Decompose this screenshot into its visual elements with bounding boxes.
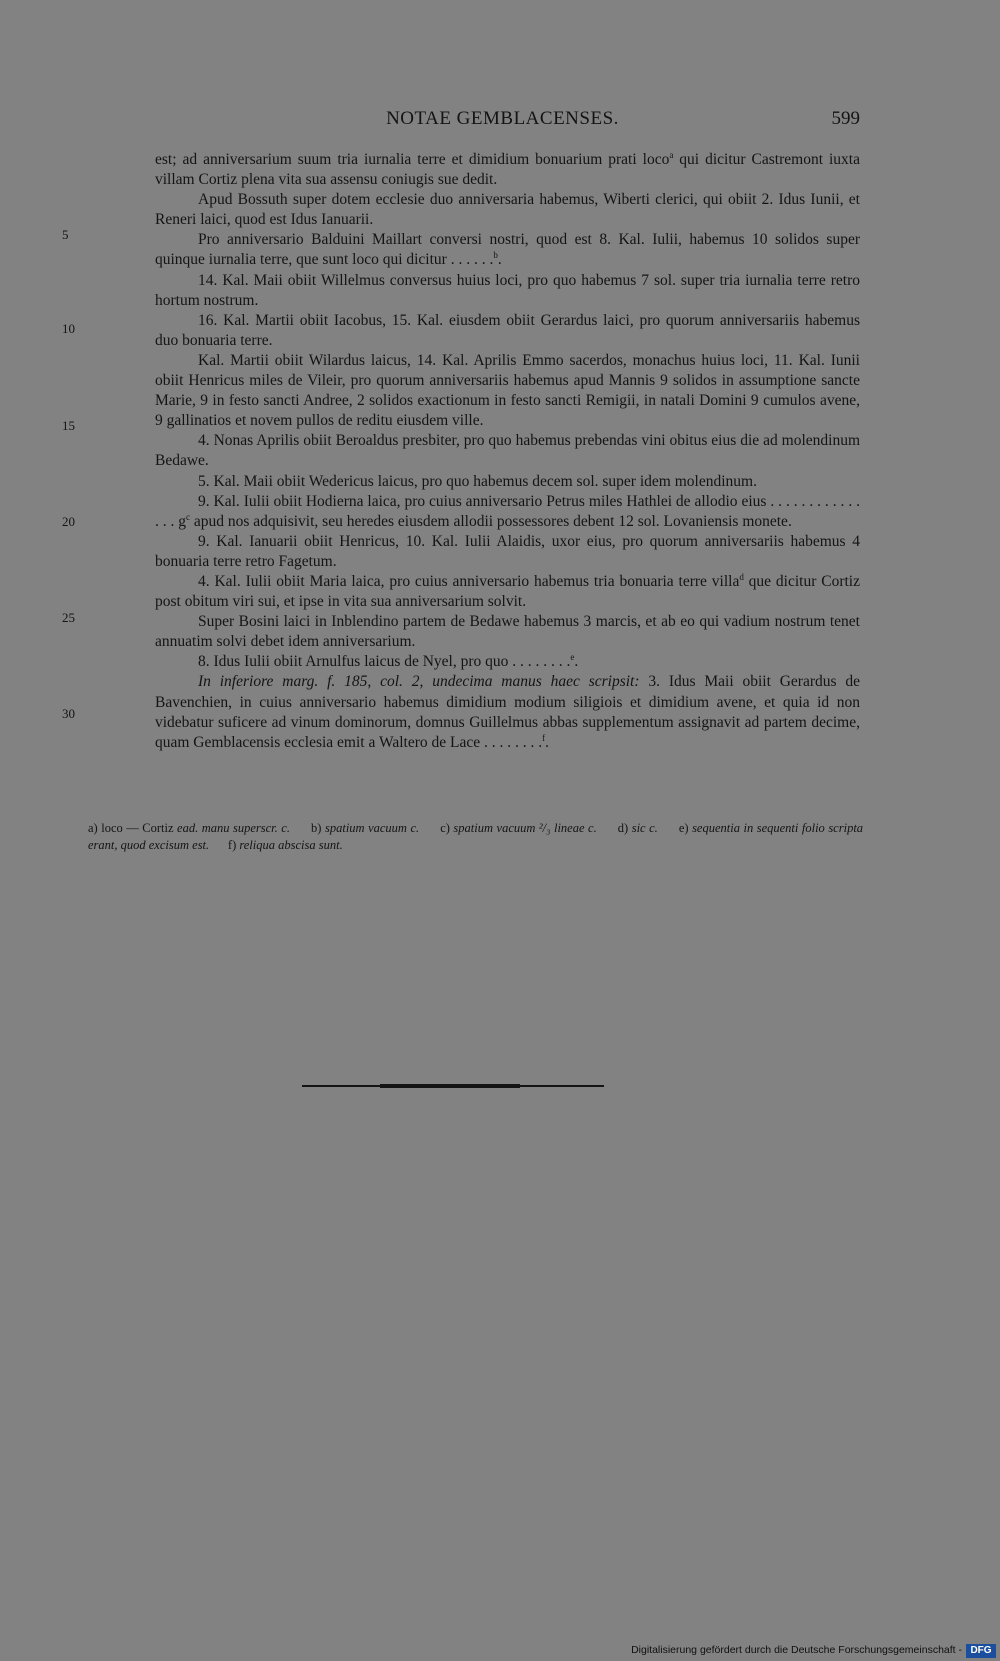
footnote-label: e) (678, 821, 689, 835)
paragraph: est; ad anniversarium suum tria iurnalia terre et dimidium bonuarium prati loco$^a$ qui dicitur Castremont iuxta villam Cortiz plena vita sua assensu coniugis sue dedit. (155, 150, 860, 189)
paragraph: 16. Kal. Martii obiit Iacobus, 15. Kal. eiusdem obiit Gerardus laici, pro quorum anniversariis habemus duo bonuaria terre. (155, 311, 860, 349)
footnote-label: a) loco — Cortiz (88, 821, 174, 835)
paragraph: 8. Idus Iulii obiit Arnulfus laicus de Nyel, pro quo . . . . . . . .$^e$. (198, 652, 579, 671)
paragraph: Kal. Martii obiit Wilardus laicus, 14. Kal. Aprilis Emmo sacerdos, monachus huius loci, 11. Kal. Iunii obiit Henricus miles de Vileir, pro quorum anniversariis habemus apud Mannis 9 solidos in assumptione sancte Marie, 9 in festo sancti Andree, 2 solidos exactionum in festo sancti Remigii, in natali Domini 9 cumulos avene, 9 gallinatios et novem pullos de reditu eiusdem ville. (155, 351, 860, 430)
paragraph: Pro anniversario Balduini Maillart conversi nostri, quod est 8. Kal. Iulii, habemus 10 solidos super quinque iurnalia terre, que sunt loco qui dicitur . . . . . .$^b$. (155, 231, 860, 269)
paragraph: 14. Kal. Maii obiit Willelmus conversus huius loci, pro quo habemus 7 sol. super tria iurnalia terre retro hortum nostrum. (155, 271, 860, 309)
footnote-marker: d (739, 571, 744, 582)
footnote-label: b) (311, 821, 322, 835)
paragraph: Apud Bossuth super dotem ecclesie duo anniversaria habemus, Wiberti clerici, qui obiit 2. Idus Iunii, et Reneri laici, quod est Idus Ianuarii. (155, 191, 860, 229)
footnote-text: ead. manu superscr. c. (173, 821, 290, 835)
page-number: 599 (831, 108, 860, 129)
dfg-logo: DFG (966, 1644, 996, 1658)
paragraph: 9. Kal. Iulii obiit Hodierna laica, pro cuius anniversario Petrus miles Hathlei de allodio eius . . . . . . . . . . . . . . . $g^c$ apud nos adquisivit, seu heredes eiusdem allodii possessores debent 12 sol. Lovaniensis monete. (155, 492, 860, 530)
footnote-text: spatium vacuum c. (321, 821, 420, 835)
main-text (155, 150, 860, 753)
paragraph: 9. Kal. Ianuarii obiit Henricus, 10. Kal. Iulii Alaidis, uxor eius, pro quorum anniversariis habemus 4 bonuaria terre retro Fagetum. (155, 532, 860, 570)
footnote-label: d) (617, 821, 629, 835)
end-rule-center (380, 1084, 520, 1088)
line-number: 5 (62, 227, 69, 242)
footnote-label: c) (440, 821, 450, 835)
footnote-marker: b (493, 250, 498, 261)
footnote-text: reliqua abscisa sunt. (236, 838, 343, 852)
running-title: NOTAE GEMBLACENSES. (386, 108, 619, 129)
line-number: 20 (62, 514, 75, 529)
paragraph: In inferiore marg. f. 185, col. 2, undecima manus haec scripsit: 3. Idus Maii obiit Gerardus de Bavenchien, in cuius anniversario habemus dimidium modium siligiois et dimidium avene, et quia id non videbatur suficere ad vinum dominorum, domnus Guillelmus abbas supplementum assignavit ad partem decime, quam Gemblacensis ecclesia emit a Waltero de Lace . . . . . . . .$^f$. (155, 673, 861, 751)
footnote-text: sic c. (628, 821, 658, 835)
line-number: 25 (62, 610, 75, 625)
footnote-marker: f (542, 732, 546, 743)
line-number: 15 (62, 418, 75, 433)
footnote-marker: a (669, 150, 674, 160)
footnote-marker: c (186, 511, 190, 522)
footnote-text: sequentia in sequenti folio scripta erant, quod excisum est. (88, 821, 864, 852)
footnote-marker: e (570, 652, 575, 663)
footnote-label: f) (227, 838, 237, 852)
paragraph: 5. Kal. Maii obiit Wedericus laicus, pro quo habemus decem sol. super idem molendinum. (198, 472, 757, 490)
line-number: 10 (62, 321, 75, 336)
editorial-note: In inferiore marg. f. 185, col. 2, undecima manus haec scripsit: (198, 673, 640, 691)
funding-credit: Digitalisierung gefördert durch die Deutsche Forschungsgemeinschaft - (631, 1644, 962, 1656)
paragraph: 4. Nonas Aprilis obiit Beroaldus presbiter, pro quo habemus prebendas vini obitus eius die ad molendinum Bedawe. (155, 432, 860, 470)
footnotes (88, 820, 863, 854)
paragraph: 4. Kal. Iulii obiit Maria laica, pro cuius anniversario habemus tria bonuaria terre villa$^d$ que dicitur Cortiz post obitum viri sui, et ipse in vita sua anniversarium solvit. (155, 571, 860, 611)
page-header (145, 108, 860, 134)
paragraph: Super Bosini laici in Inblendino partem de Bedawe habemus 3 marcis, et ab eo qui vadium nostrum tenet annuatim solvi debet idem anniversarium. (155, 613, 860, 651)
line-number: 30 (62, 706, 75, 721)
footnote-text: spatium vacuum ²/₃ lineae c. (449, 821, 597, 835)
